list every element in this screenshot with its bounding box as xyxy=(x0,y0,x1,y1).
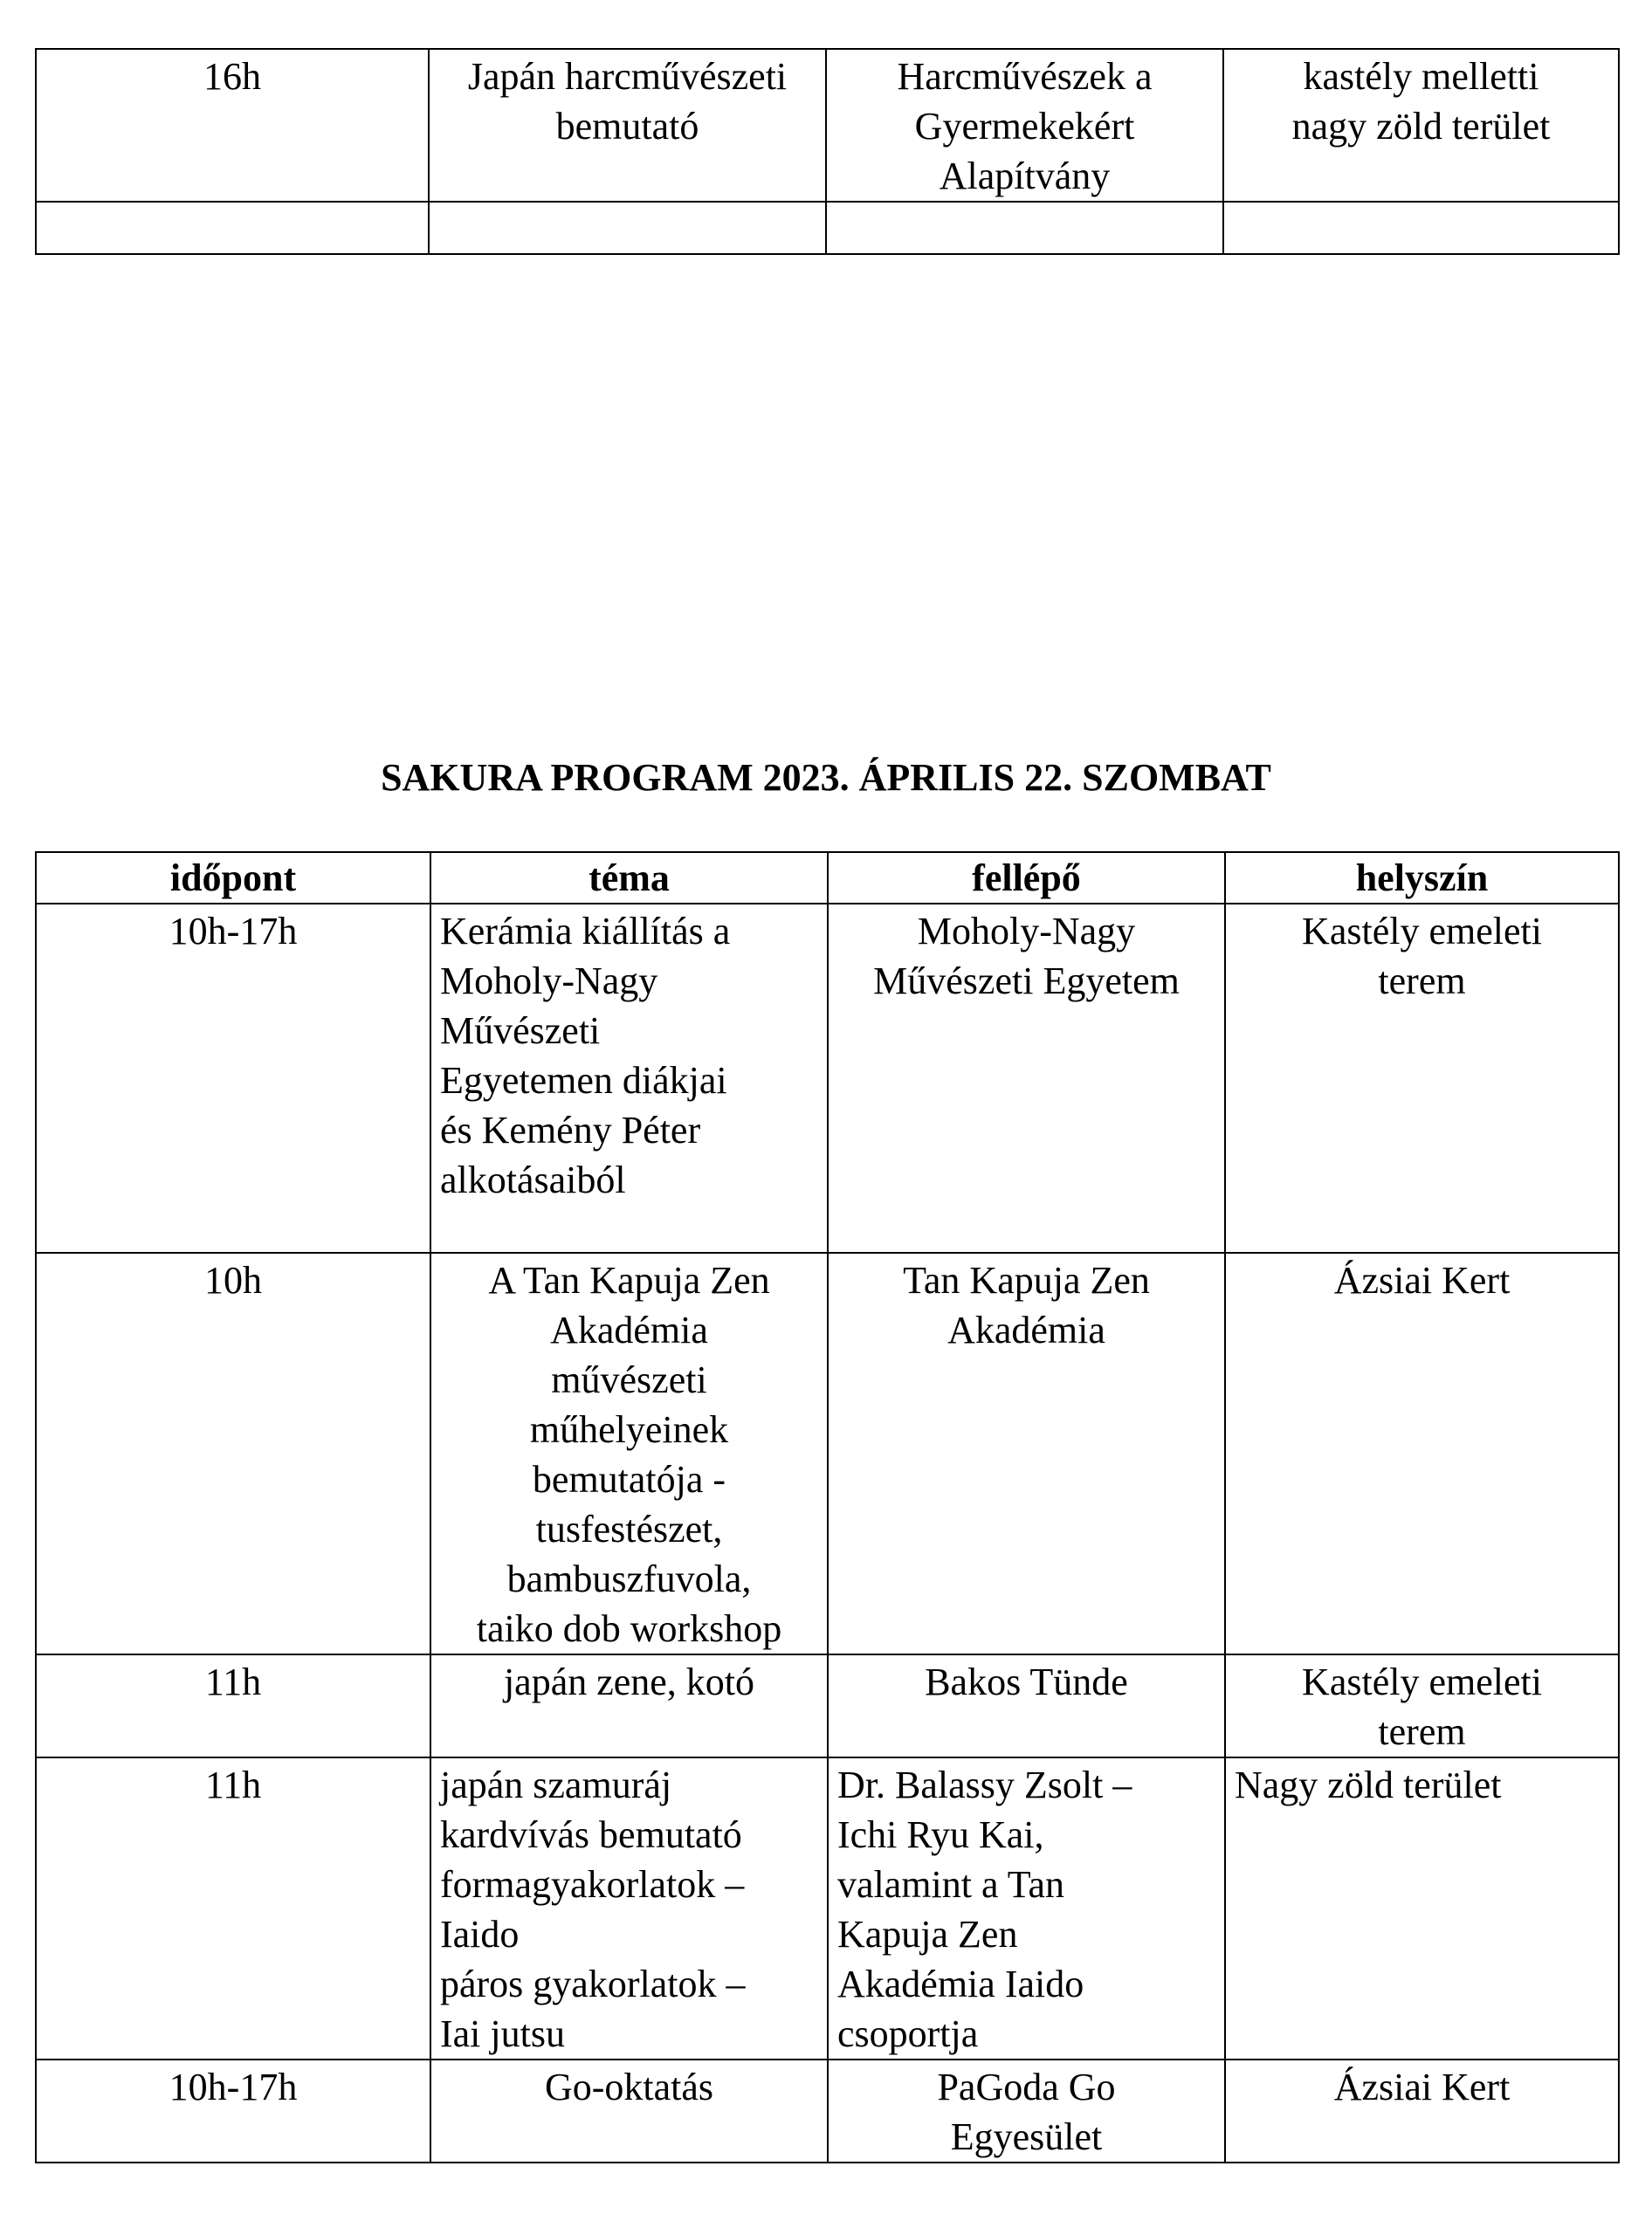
location-cell: Ázsiai Kert xyxy=(1225,1253,1619,1654)
program-heading: SAKURA PROGRAM 2023. ÁPRILIS 22. SZOMBAT xyxy=(381,756,1271,799)
empty-cell xyxy=(826,202,1223,254)
time-cell: 11h xyxy=(36,1654,430,1757)
header-row xyxy=(36,852,1619,904)
empty-cell xyxy=(429,202,826,254)
time-cell: 10h-17h xyxy=(36,904,430,1253)
location-cell: Kastély emeleti terem xyxy=(1225,904,1619,1253)
table-row xyxy=(36,904,1619,1253)
time-cell: 10h-17h xyxy=(36,2060,430,2163)
topic-cell: A Tan Kapuja Zen Akadémia művészeti műhelyeinek bemutatója - tusfestészet, bambuszfuvola, taiko dob workshop xyxy=(430,1253,828,1654)
column-header-location: helyszín xyxy=(1225,852,1619,904)
column-header-topic: téma xyxy=(430,852,828,904)
location-cell: Kastély emeleti terem xyxy=(1225,1654,1619,1757)
topic-cell: Japán harcművészeti bemutató xyxy=(429,49,826,202)
performer-cell: Moholy-Nagy Művészeti Egyetem xyxy=(828,904,1225,1253)
program-table xyxy=(35,851,1620,2163)
table-row xyxy=(36,1654,1619,1757)
empty-cell xyxy=(1223,202,1619,254)
performer-cell: Tan Kapuja Zen Akadémia xyxy=(828,1253,1225,1654)
column-header-time: időpont xyxy=(36,852,430,904)
table-row xyxy=(36,1757,1619,2060)
time-cell: 11h xyxy=(36,1757,430,2060)
topic-cell: japán zene, kotó xyxy=(430,1654,828,1757)
table-row xyxy=(36,49,1619,202)
top-schedule-table xyxy=(35,48,1620,255)
performer-cell: Bakos Tünde xyxy=(828,1654,1225,1757)
performer-cell: Dr. Balassy Zsolt – Ichi Ryu Kai, valamint a Tan Kapuja Zen Akadémia Iaido csoportja xyxy=(828,1757,1225,2060)
location-cell: Ázsiai Kert xyxy=(1225,2060,1619,2163)
time-cell: 10h xyxy=(36,1253,430,1654)
topic-cell: Kerámia kiállítás a Moholy-Nagy Művészeti Egyetemen diákjai és Kemény Péter alkotásaiból xyxy=(430,904,828,1253)
time-cell: 16h xyxy=(36,49,429,202)
topic-cell: japán szamuráj kardvívás bemutató formagyakorlatok – Iaido páros gyakorlatok – Iai jutsu xyxy=(430,1757,828,2060)
table-row xyxy=(36,202,1619,254)
location-cell: Nagy zöld terület xyxy=(1225,1757,1619,2060)
topic-cell: Go-oktatás xyxy=(430,2060,828,2163)
table-row xyxy=(36,1253,1619,1654)
performer-cell: PaGoda Go Egyesület xyxy=(828,2060,1225,2163)
table-row xyxy=(36,2060,1619,2163)
performer-cell: Harcművészek a Gyermekekért Alapítvány xyxy=(826,49,1223,202)
column-header-performer: fellépő xyxy=(828,852,1225,904)
location-cell: kastély melletti nagy zöld terület xyxy=(1223,49,1619,202)
empty-cell xyxy=(36,202,429,254)
